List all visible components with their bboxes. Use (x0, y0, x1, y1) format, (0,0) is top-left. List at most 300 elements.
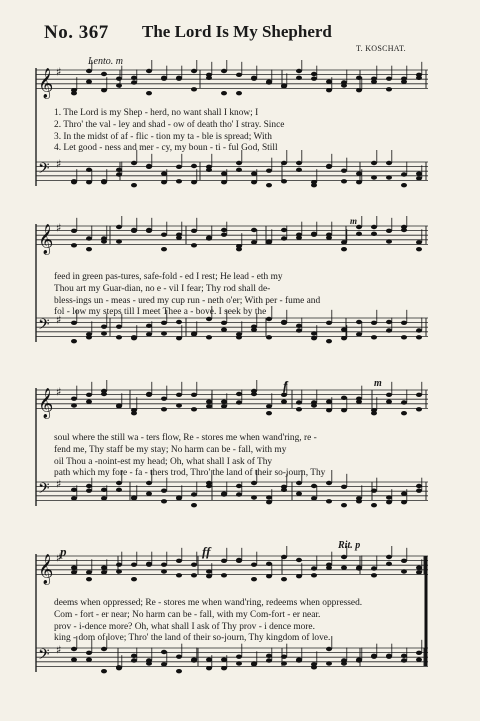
note-head (371, 321, 377, 325)
note-head (191, 503, 197, 507)
note-head (86, 79, 92, 83)
note-head (206, 657, 212, 661)
note-head (371, 175, 377, 179)
note-head (281, 488, 287, 492)
key-signature-sharp-icon: ♯ (56, 221, 62, 235)
note-head (311, 403, 317, 407)
note-head (341, 555, 347, 559)
note-head (326, 235, 332, 239)
note-head (101, 647, 107, 651)
note-head (221, 228, 227, 232)
note-head (416, 484, 422, 488)
note-head (386, 161, 392, 165)
note-head (206, 404, 212, 408)
note-head (416, 565, 422, 569)
note-head (101, 72, 107, 76)
note-head (176, 76, 182, 80)
note-head (191, 573, 197, 577)
lyric-line: path which my fore - fa - thers trod, Thro' the land of their so-journ, Thy (54, 468, 326, 479)
note-head (341, 396, 347, 400)
note-head (161, 396, 167, 400)
note-head (161, 247, 167, 251)
key-signature-sharp-icon: ♯ (56, 65, 62, 79)
lyric-line: Thou art my Guar-dian, no e - vil I fear; Thy rod shall de- (54, 283, 271, 294)
note-head (311, 484, 317, 488)
note-head (116, 239, 122, 243)
note-head (251, 562, 257, 566)
note-head (71, 396, 77, 400)
note-head (281, 236, 287, 240)
note-head (161, 232, 167, 236)
note-head (71, 403, 77, 407)
note-head (416, 171, 422, 175)
note-head (386, 555, 392, 559)
dynamic-marking: m (374, 378, 382, 389)
note-head (191, 180, 197, 184)
note-head (416, 657, 422, 661)
note-head (146, 324, 152, 328)
note-head (341, 336, 347, 340)
note-head (416, 240, 422, 244)
note-head (221, 327, 227, 331)
note-head (101, 331, 107, 335)
note-head (251, 327, 257, 331)
lyric-line: fol - low my steps till I meet Thee a - bove. I seek by the (54, 307, 267, 318)
note-head (356, 320, 362, 324)
note-head (401, 569, 407, 573)
note-head (71, 496, 77, 500)
note-head (221, 491, 227, 495)
note-head (356, 657, 362, 661)
note-head (386, 229, 392, 233)
note-head (131, 562, 137, 566)
note-head (131, 183, 137, 187)
key-signature-sharp-icon: ♯ (56, 551, 62, 565)
note-head (416, 651, 422, 655)
note-head (266, 183, 272, 187)
note-head (221, 180, 227, 184)
note-head (71, 321, 77, 325)
note-head (86, 69, 92, 73)
note-head (281, 661, 287, 665)
note-head (101, 488, 107, 492)
note-head (311, 566, 317, 570)
note-head (356, 399, 362, 403)
note-head (356, 225, 362, 229)
note-head (221, 321, 227, 325)
note-head (326, 647, 332, 651)
note-head (71, 91, 77, 95)
note-head (86, 488, 92, 492)
note-head (326, 339, 332, 343)
note-head (236, 73, 242, 77)
note-head (146, 491, 152, 495)
note-head (131, 161, 137, 165)
note-head (371, 225, 377, 229)
note-head (371, 335, 377, 339)
composer-credit: T. KOSCHAT. (356, 44, 406, 53)
note-head (236, 400, 242, 404)
note-head (131, 335, 137, 339)
note-head (176, 573, 182, 577)
note-head (341, 240, 347, 244)
note-head (341, 485, 347, 489)
note-head (86, 484, 92, 488)
note-head (281, 228, 287, 232)
note-head (401, 654, 407, 658)
note-head (161, 180, 167, 184)
note-head (71, 657, 77, 661)
note-head (146, 392, 152, 396)
note-head (281, 179, 287, 183)
note-head (296, 491, 302, 495)
note-head (176, 669, 182, 673)
note-head (191, 393, 197, 397)
note-head (251, 228, 257, 232)
note-head (386, 239, 392, 243)
note-head (236, 168, 242, 172)
note-head (401, 183, 407, 187)
note-head (176, 235, 182, 239)
note-head (296, 76, 302, 80)
note-head (341, 247, 347, 251)
note-head (206, 168, 212, 172)
note-head (371, 488, 377, 492)
lyric-line: 3. In the midst of af - flic - tion my ta - ble is spread; With (54, 131, 272, 142)
note-head (116, 324, 122, 328)
note-head (236, 392, 242, 396)
note-head (221, 404, 227, 408)
note-head (221, 573, 227, 577)
note-head (371, 411, 377, 415)
note-head (116, 83, 122, 87)
lyric-line: 4. Let good - ness and mer - cy, my boun - ti - ful God, Still (54, 143, 278, 154)
note-head (101, 324, 107, 328)
note-head (116, 403, 122, 407)
note-head (341, 83, 347, 87)
note-head (116, 76, 122, 80)
note-head (326, 88, 332, 92)
note-head (86, 335, 92, 339)
note-head (296, 69, 302, 73)
note-head (386, 76, 392, 80)
note-head (176, 393, 182, 397)
note-head (386, 495, 392, 499)
note-head (281, 320, 287, 324)
note-head (401, 411, 407, 415)
note-head (371, 503, 377, 507)
note-head (116, 225, 122, 229)
note-head (386, 320, 392, 324)
note-head (371, 161, 377, 165)
note-head (176, 165, 182, 169)
note-head (176, 336, 182, 340)
note-head (161, 407, 167, 411)
note-head (71, 339, 77, 343)
note-head (311, 72, 317, 76)
note-head (161, 650, 167, 654)
note-head (206, 569, 212, 573)
note-head (221, 171, 227, 175)
note-head (401, 335, 407, 339)
dynamic-marking: m (350, 216, 358, 226)
note-head (296, 481, 302, 485)
note-head (146, 164, 152, 168)
note-head (266, 404, 272, 408)
note-head (86, 247, 92, 251)
note-head (341, 408, 347, 412)
note-head (386, 87, 392, 91)
lyric-line: oil Thou a -noint-est my head; Oh, what shall I ask of Thy (54, 456, 273, 467)
note-head (266, 168, 272, 172)
bass-clef-icon: 𝄢 (38, 315, 50, 337)
note-head (86, 657, 92, 661)
note-head (116, 569, 122, 573)
note-head (131, 80, 137, 84)
note-head (401, 491, 407, 495)
note-head (146, 69, 152, 73)
note-head (281, 399, 287, 403)
note-head (86, 399, 92, 403)
note-head (146, 481, 152, 485)
bass-clef-icon: 𝄢 (38, 159, 50, 181)
note-head (251, 481, 257, 485)
note-head (281, 577, 287, 581)
lyric-line: bless-ings un - meas - ured my cup run - neth o'er; With per - fume and (54, 295, 321, 306)
note-head (161, 171, 167, 175)
note-head (266, 562, 272, 566)
treble-clef-icon: 𝄞 (38, 554, 54, 585)
note-head (401, 559, 407, 563)
note-head (326, 399, 332, 403)
note-head (416, 328, 422, 332)
note-head (176, 320, 182, 324)
note-head (311, 496, 317, 500)
note-head (236, 484, 242, 488)
note-head (206, 399, 212, 403)
note-head (191, 69, 197, 73)
note-head (251, 240, 257, 244)
note-head (416, 393, 422, 397)
note-head (356, 76, 362, 80)
note-head (251, 180, 257, 184)
note-head (191, 164, 197, 168)
note-head (191, 562, 197, 566)
note-head (401, 172, 407, 176)
note-head (101, 570, 107, 574)
note-head (221, 666, 227, 670)
lyrics-system-2 (54, 272, 434, 319)
note-head (326, 164, 332, 168)
note-head (221, 657, 227, 661)
treble-clef-icon: 𝄞 (38, 68, 54, 99)
note-head (191, 407, 197, 411)
note-head (116, 481, 122, 485)
note-head (401, 658, 407, 662)
note-head (326, 408, 332, 412)
note-head (236, 161, 242, 165)
note-head (311, 76, 317, 80)
note-head (356, 171, 362, 175)
dynamic-marking: Rit. p (338, 540, 361, 551)
note-head (206, 335, 212, 339)
note-head (296, 574, 302, 578)
note-head (296, 161, 302, 165)
note-head (341, 168, 347, 172)
note-head (71, 179, 77, 183)
dynamic-marking: p (60, 544, 67, 559)
note-head (116, 562, 122, 566)
key-signature-sharp-icon: ♯ (56, 313, 62, 327)
note-head (176, 403, 182, 407)
note-head (71, 243, 77, 247)
note-head (161, 76, 167, 80)
note-head (356, 565, 362, 569)
lyric-line: fend me, Thy staff be my stay; No harm can be - fall, with my (54, 444, 287, 455)
hymn-title: The Lord Is My Shepherd (142, 22, 332, 41)
note-head (341, 565, 347, 569)
note-head (236, 91, 242, 95)
note-head (146, 562, 152, 566)
note-head (296, 407, 302, 411)
note-head (416, 335, 422, 339)
note-head (386, 399, 392, 403)
note-head (86, 236, 92, 240)
note-head (296, 400, 302, 404)
note-head (296, 558, 302, 562)
note-head (386, 654, 392, 658)
note-head (416, 247, 422, 251)
treble-clef-icon: 𝄞 (38, 388, 54, 419)
note-head (191, 331, 197, 335)
note-head (326, 481, 332, 485)
note-head (356, 88, 362, 92)
note-head (281, 555, 287, 559)
note-head (416, 76, 422, 80)
note-head (236, 558, 242, 562)
note-head (176, 179, 182, 183)
note-head (101, 392, 107, 396)
note-head (356, 499, 362, 503)
note-head (356, 180, 362, 184)
lyric-line: Com - fort - er near; No harm can be - fall, with my Com-fort - er near. (54, 609, 321, 620)
note-head (161, 562, 167, 566)
note-head (251, 76, 257, 80)
note-head (251, 171, 257, 175)
note-head (86, 577, 92, 581)
note-head (146, 332, 152, 336)
note-head (251, 495, 257, 499)
note-head (221, 559, 227, 563)
note-head (281, 654, 287, 658)
note-head (296, 657, 302, 661)
note-head (356, 332, 362, 336)
note-head (161, 662, 167, 666)
tempo-marking: Lento. m (88, 56, 123, 67)
note-head (311, 336, 317, 340)
note-head (266, 411, 272, 415)
key-signature-sharp-icon: ♯ (56, 477, 62, 491)
note-head (176, 495, 182, 499)
note-head (386, 500, 392, 504)
hymn-header (0, 0, 480, 60)
note-head (116, 665, 122, 669)
note-head (296, 328, 302, 332)
note-head (221, 232, 227, 236)
note-head (161, 321, 167, 325)
treble-clef-icon: 𝄞 (38, 224, 54, 255)
note-head (266, 574, 272, 578)
note-head (266, 654, 272, 658)
note-head (71, 488, 77, 492)
note-head (356, 232, 362, 236)
dynamic-marking: f (283, 378, 288, 393)
note-head (146, 661, 152, 665)
note-head (221, 69, 227, 73)
note-head (326, 79, 332, 83)
note-head (176, 559, 182, 563)
note-head (266, 500, 272, 504)
note-head (221, 91, 227, 95)
note-head (326, 565, 332, 569)
note-head (101, 496, 107, 500)
note-head (401, 79, 407, 83)
note-head (221, 399, 227, 403)
note-head (326, 499, 332, 503)
note-head (131, 577, 137, 581)
note-head (386, 393, 392, 397)
note-head (161, 331, 167, 335)
note-head (266, 495, 272, 499)
note-head (266, 658, 272, 662)
note-head (131, 658, 137, 662)
note-head (236, 661, 242, 665)
note-head (101, 565, 107, 569)
note-head (116, 168, 122, 172)
note-head (206, 235, 212, 239)
note-head (236, 654, 242, 658)
lyrics-system-4 (54, 598, 434, 645)
note-head (281, 83, 287, 87)
note-head (311, 573, 317, 577)
note-head (341, 179, 347, 183)
note-head (266, 79, 272, 83)
note-head (341, 327, 347, 331)
note-head (116, 172, 122, 176)
note-head (101, 669, 107, 673)
note-head (251, 661, 257, 665)
lyrics-system-1 (54, 108, 434, 155)
note-head (371, 79, 377, 83)
note-head (116, 488, 122, 492)
note-head (86, 168, 92, 172)
note-head (191, 492, 197, 496)
note-head (281, 161, 287, 165)
note-head (86, 651, 92, 655)
note-head (311, 331, 317, 335)
note-head (71, 570, 77, 574)
key-signature-sharp-icon: ♯ (56, 157, 62, 171)
note-head (401, 400, 407, 404)
note-head (296, 324, 302, 328)
note-head (86, 393, 92, 397)
note-head (416, 570, 422, 574)
note-head (161, 569, 167, 573)
note-head (371, 654, 377, 658)
note-head (131, 76, 137, 80)
note-head (176, 654, 182, 658)
note-head (146, 91, 152, 95)
